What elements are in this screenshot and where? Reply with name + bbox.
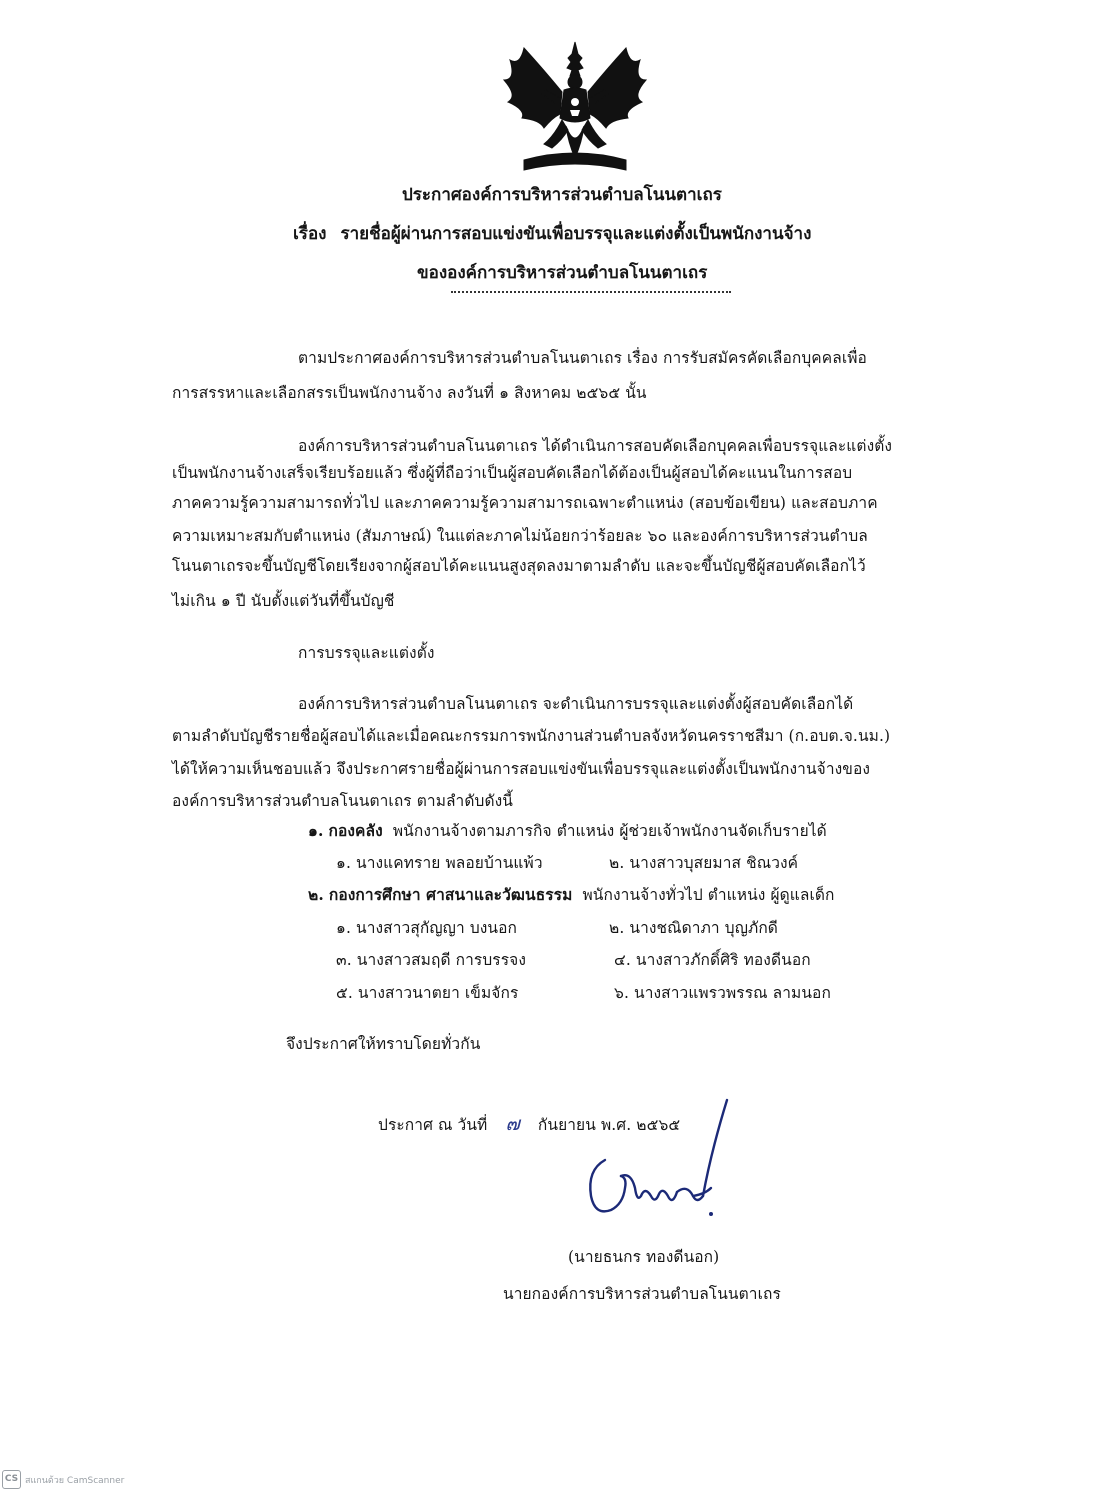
- subject-label: เรื่อง: [293, 224, 327, 244]
- section-2-name-3: ๓. นางสาวสมฤดี การบรรจง: [336, 951, 526, 969]
- date-day-handwritten: ๗: [505, 1113, 520, 1135]
- paragraph-1-line-1: ตามประกาศองค์การบริหารส่วนตำบลโนนตาเถร เรื่อง การรับสมัครคัดเลือกบุคคลเพื่อ: [298, 349, 867, 367]
- section-2-name-4: ๔. นางสาวภักดิ์ศิริ ทองดีนอก: [614, 951, 811, 969]
- section-1-number: ๑.: [308, 821, 324, 840]
- section-2-name-1: ๑. นางสาวสุกัญญา บงนอก: [336, 919, 518, 937]
- section-2-dept: กองการศึกษา ศาสนาและวัฒนธรรม: [328, 885, 573, 904]
- section-2-name-6: ๖. นางสาวแพรวพรรณ ลามนอก: [614, 984, 831, 1002]
- subject-text: รายชื่อผู้ผ่านการสอบแข่งขันเพื่อบรรจุและแต่งตั้งเป็นพนักงานจ้าง: [340, 224, 812, 244]
- section-1-name-1: ๑. นางแคทราย พลอยบ้านแพ้ว: [336, 854, 543, 872]
- paragraph-2-line-3: ภาคความรู้ความสามารถทั่วไป และภาคความรู้ความสามารถเฉพาะตำแหน่ง (สอบข้อเขียน) และสอบภาค: [172, 494, 878, 512]
- announcement-title: ประกาศองค์การบริหารส่วนตำบลโนนตาเถร: [402, 185, 722, 205]
- section-2-heading: [308, 882, 835, 907]
- closing-statement: จึงประกาศให้ทราบโดยทั่วกัน: [286, 1035, 481, 1053]
- paragraph-2-line-2: เป็นพนักงานจ้างเสร็จเรียบร้อยแล้ว ซึ่งผู้ที่ถือว่าเป็นผู้สอบคัดเลือกได้ต้องเป็นผู้สอบได้คะแนนในการสอบ: [172, 464, 853, 482]
- camscanner-watermark: [2, 1470, 124, 1489]
- camscanner-logo-icon: CS: [2, 1470, 21, 1489]
- garuda-emblem-icon: [494, 40, 656, 178]
- paragraph-3-line-1: องค์การบริหารส่วนตำบลโนนตาเถร จะดำเนินการบรรจุและแต่งตั้งผู้สอบคัดเลือกได้: [298, 695, 854, 713]
- camscanner-watermark-text: สแกนด้วย CamScanner: [25, 1475, 125, 1486]
- paragraph-2-line-4: ความเหมาะสมกับตำแหน่ง (สัมภาษณ์) ในแต่ละภาคไม่น้อยกว่าร้อยละ ๖๐ และองค์การบริหารส่วนตำบล: [172, 527, 868, 545]
- paragraph-2-line-5: โนนตาเถรจะขึ้นบัญชีโดยเรียงจากผู้สอบได้คะแนนสูงสุดลงมาตามลำดับ และจะขึ้นบัญชีผู้สอบคัดเลือกไว้: [172, 557, 866, 575]
- date-prefix: ประกาศ ณ วันที่: [378, 1116, 488, 1134]
- section-2-detail: พนักงานจ้างทั่วไป ตำแหน่ง ผู้ดูแลเด็ก: [582, 886, 835, 904]
- signer-name: (นายธนกร ทองดีนอก): [568, 1248, 720, 1266]
- section-1-heading: [308, 818, 827, 843]
- section-2-number: ๒.: [308, 885, 324, 904]
- paragraph-1-line-2: การสรรหาและเลือกสรรเป็นพนักงานจ้าง ลงวันที่ ๑ สิงหาคม ๒๕๖๕ นั้น: [172, 384, 647, 402]
- dotted-divider: [451, 291, 731, 293]
- signer-position: นายกองค์การบริหารส่วนตำบลโนนตาเถร: [503, 1285, 781, 1303]
- paragraph-2-line-6: ไม่เกิน ๑ ปี นับตั้งแต่วันที่ขึ้นบัญชี: [172, 592, 395, 610]
- signature-icon: [565, 1092, 750, 1242]
- section-1-detail: พนักงานจ้างตามภารกิจ ตำแหน่ง ผู้ช่วยเจ้าพนักงานจัดเก็บรายได้: [392, 822, 827, 840]
- date-month-year: กันยายน พ.ศ. ๒๕๖๕: [537, 1116, 681, 1134]
- section-2-name-5: ๕. นางสาวนาตยา เข็มจักร: [336, 984, 519, 1002]
- subject-continuation: ขององค์การบริหารส่วนตำบลโนนตาเถร: [417, 263, 708, 283]
- paragraph-2-line-1: องค์การบริหารส่วนตำบลโนนตาเถร ได้ดำเนินการสอบคัดเลือกบุคคลเพื่อบรรจุและแต่งตั้ง: [298, 437, 893, 455]
- section-1-dept: กองคลัง: [328, 821, 383, 840]
- paragraph-3-line-4: องค์การบริหารส่วนตำบลโนนตาเถร ตามลำดับดังนี้: [172, 792, 513, 810]
- section-2-name-2: ๒. นางชณิดาภา บุญภักดี: [609, 919, 778, 937]
- subject-line: [293, 220, 811, 247]
- paragraph-3-line-2: ตามลำดับบัญชีรายชื่อผู้สอบได้และเมื่อคณะกรรมการพนักงานส่วนตำบลจังหวัดนครราชสีมา (ก.อบต.จ.นม.): [172, 727, 891, 745]
- paragraph-3-line-3: ได้ให้ความเห็นชอบแล้ว จึงประกาศรายชื่อผู้ผ่านการสอบแข่งขันเพื่อบรรจุและแต่งตั้งเป็นพนักงานจ้างของ: [172, 760, 871, 778]
- appointment-heading: การบรรจุและแต่งตั้ง: [298, 644, 435, 662]
- section-1-name-2: ๒. นางสาวบุสยมาส ชิณวงค์: [609, 854, 799, 872]
